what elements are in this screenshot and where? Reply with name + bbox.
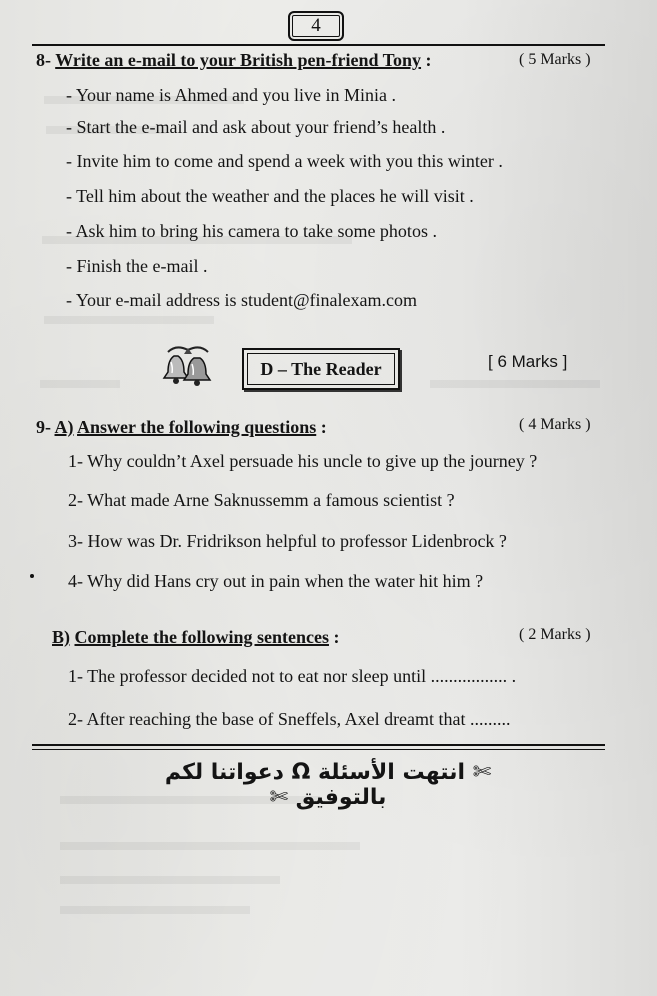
section-d-title: D – The Reader bbox=[247, 353, 395, 385]
stray-mark bbox=[30, 574, 34, 578]
q9b-colon: : bbox=[333, 627, 340, 647]
q9a-label: A) bbox=[54, 417, 74, 437]
q9b-title: Complete the following sentences bbox=[74, 627, 329, 647]
q8-item: - Start the e-mail and ask about your friend’s health . bbox=[66, 117, 446, 137]
q8-item: - Tell him about the weather and the places he will visit . bbox=[66, 186, 474, 206]
q9a-title: Answer the following questions bbox=[77, 417, 317, 437]
closing-message: ✄ انتهت الأسئلة Ω دعواتنا لكم بالتوفيق ✄ bbox=[164, 760, 492, 810]
q9a-question: 3- How was Dr. Fridrikson helpful to professor Lidenbrock ? bbox=[68, 531, 507, 551]
section-d-marks: [ 6 Marks ] bbox=[488, 352, 568, 371]
q9a-question: 4- Why did Hans cry out in pain when the water hit him ? bbox=[68, 571, 484, 591]
q9b-sentence: 1- The professor decided not to eat nor sleep until ................. . bbox=[68, 666, 517, 686]
q8-colon: : bbox=[425, 50, 432, 70]
page-number: 4 bbox=[288, 11, 344, 41]
q8-heading bbox=[36, 50, 432, 71]
top-divider bbox=[32, 44, 605, 46]
q9a-colon: : bbox=[320, 417, 327, 437]
q9b-label: B) bbox=[52, 627, 70, 647]
bottom-divider bbox=[32, 744, 605, 750]
q9a-marks: ( 4 Marks ) bbox=[519, 416, 591, 433]
section-d-box bbox=[242, 348, 400, 390]
q9b-marks: ( 2 Marks ) bbox=[519, 626, 591, 643]
q9b-heading bbox=[52, 627, 339, 648]
q9a-question: 2- What made Arne Saknussemm a famous scientist ? bbox=[68, 490, 455, 510]
q8-title: Write an e-mail to your British pen-friend Tony bbox=[55, 50, 422, 70]
bells-icon bbox=[160, 342, 216, 390]
q8-item: - Invite him to come and spend a week with you this winter . bbox=[66, 151, 503, 171]
q9a-question: 1- Why couldn’t Axel persuade his uncle to give up the journey ? bbox=[68, 451, 538, 471]
q9a-heading bbox=[36, 417, 327, 438]
q8-number: 8- bbox=[36, 50, 51, 70]
q8-item: - Ask him to bring his camera to take some photos . bbox=[66, 221, 437, 241]
q8-item: - Your name is Ahmed and you live in Minia . bbox=[66, 85, 396, 105]
q8-marks: ( 5 Marks ) bbox=[519, 51, 591, 68]
q9-number: 9- bbox=[36, 417, 51, 437]
q9b-sentence: 2- After reaching the base of Sneffels, Axel dreamt that ......... bbox=[68, 709, 511, 729]
q8-item: - Finish the e-mail . bbox=[66, 256, 208, 276]
q8-item: - Your e-mail address is student@finalexam.com bbox=[66, 290, 418, 310]
